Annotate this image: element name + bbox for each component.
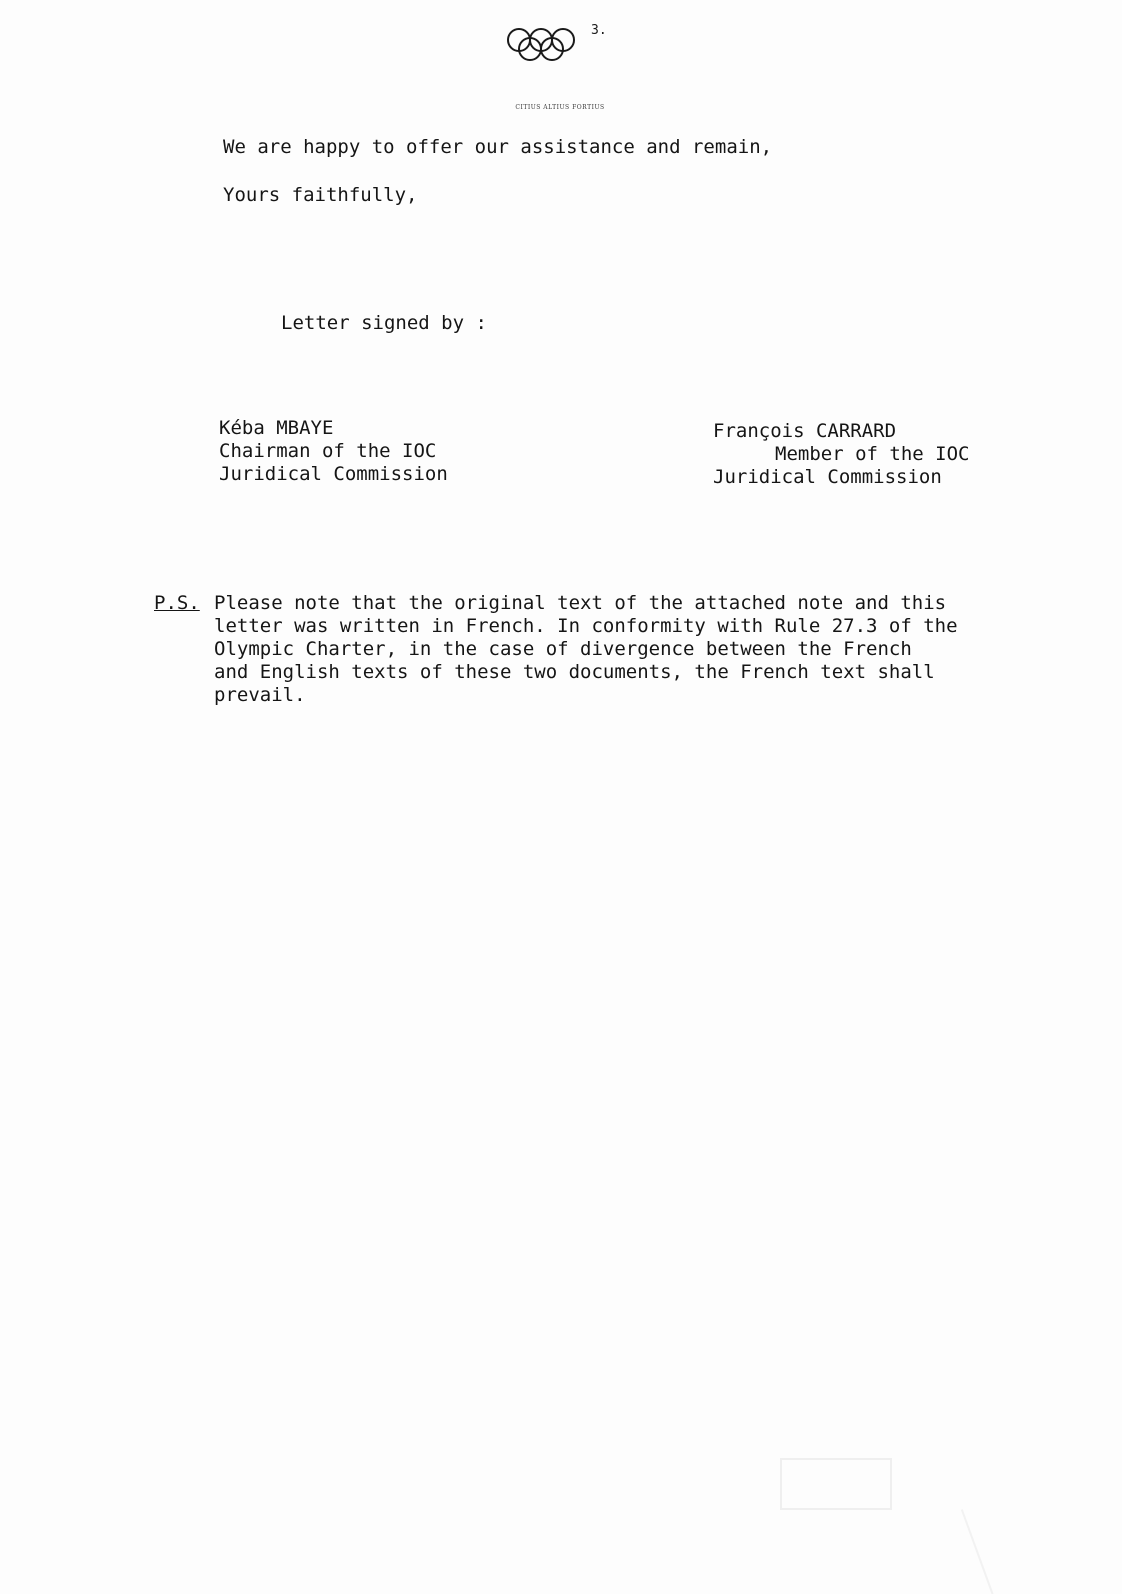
signed-by-label: Letter signed by : bbox=[281, 312, 487, 334]
signatory-right bbox=[713, 420, 969, 489]
postscript-label: P.S. bbox=[154, 592, 200, 614]
signatory-name: Kéba MBAYE bbox=[219, 417, 334, 439]
fold-mark bbox=[961, 1496, 1031, 1594]
postscript-line: prevail. bbox=[214, 684, 306, 706]
page-number: 3. bbox=[591, 23, 607, 38]
salutation: Yours faithfully, bbox=[223, 184, 418, 206]
signatory-name: François CARRARD bbox=[713, 420, 897, 442]
postscript-line: Olympic Charter, in the case of divergence between the French bbox=[214, 638, 912, 660]
postscript-line: and English texts of these two documents, the French text shall bbox=[214, 661, 935, 683]
olympic-rings-logo bbox=[505, 18, 615, 64]
postscript-line: Please note that the original text of the attached note and this bbox=[214, 592, 947, 614]
closing-sentence: We are happy to offer our assistance and remain, bbox=[223, 136, 773, 158]
signatory-commission: Juridical Commission bbox=[713, 466, 942, 488]
olympic-motto: CITIUS ALTIUS FORTIUS bbox=[515, 104, 605, 111]
postscript-line: letter was written in French. In conformity with Rule 27.3 of the bbox=[214, 615, 958, 637]
bleed-through-box bbox=[780, 1458, 892, 1510]
signatory-role: Chairman of the IOC bbox=[219, 440, 437, 462]
signatory-left bbox=[219, 417, 448, 486]
signatory-commission: Juridical Commission bbox=[219, 463, 448, 485]
signatory-role: Member of the IOC bbox=[775, 443, 970, 465]
postscript-body bbox=[214, 592, 1034, 707]
